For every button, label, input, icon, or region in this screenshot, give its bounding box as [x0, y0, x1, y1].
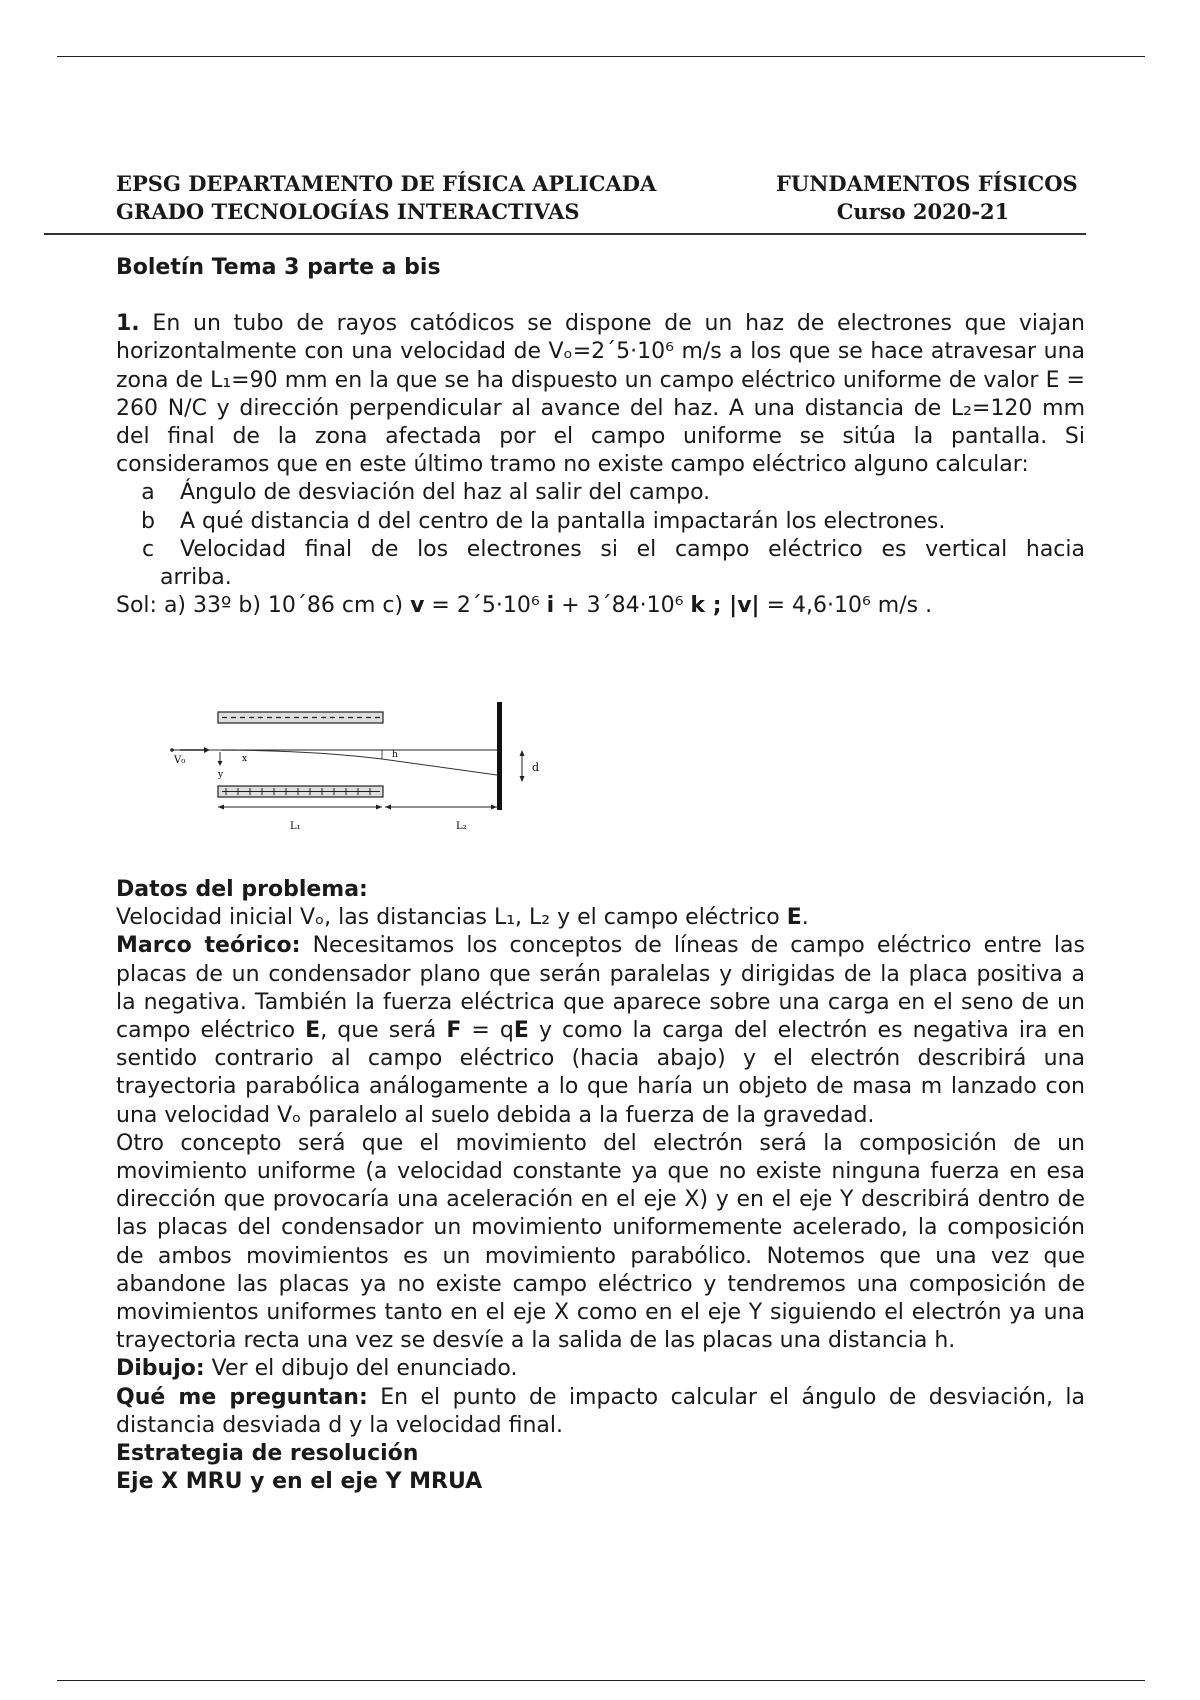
list-item-continuation: [116, 564, 1085, 592]
solution-k: k ; |v|: [690, 593, 760, 619]
explanation: [116, 876, 1085, 1496]
problem-number: 1.: [116, 311, 140, 337]
dibujo-text: Ver el dibujo del enunciado.: [204, 1356, 518, 1382]
marco-e1: E: [305, 1018, 321, 1044]
department-name: EPSG DEPARTAMENTO DE FÍSICA APLICADA: [116, 171, 657, 196]
crt-diagram: [160, 695, 560, 835]
header-rule: [44, 233, 1086, 235]
item-letter: a: [141, 480, 155, 506]
solution-eq2: + 3´84·10⁶: [554, 593, 691, 619]
solution-v: v: [410, 593, 425, 619]
page-title: Boletín Tema 3 parte a bis: [116, 255, 441, 280]
otro-paragraph: Otro concepto será que el movimiento del electrón será la composición de un movimiento uniforme (a velocidad constante ya que no existe ninguna fuerza en esa dirección que provocaría una aceleración en el eje X) y en el eje Y describirá dentro de las placas del condensador un movimiento uniformemente acelerado, la composición de ambos movimientos es un movimiento parabólico. Notemos que una vez que abandone las placas ya no existe campo eléctrico y tendremos una composición de movimientos uniformes tanto en el eje X como en el eje Y siguiendo el electrón ya una trayectoria recta una vez se desvíe a la salida de las placas una distancia h.: [116, 1130, 1085, 1354]
eje-label: Eje X MRU y en el eje Y MRUA: [116, 1469, 483, 1495]
item-text-continuation: arriba.: [160, 565, 232, 591]
x-label: x: [242, 754, 248, 764]
top-rule: [57, 56, 1145, 57]
datos-e: E: [786, 905, 802, 931]
solution-eq1: = 2´5·10⁶: [424, 593, 547, 619]
item-letter: b: [141, 508, 155, 534]
solution-i: i: [546, 593, 555, 619]
pregunta-label: Qué me preguntan:: [116, 1384, 368, 1410]
l1-label: L₁: [290, 821, 301, 832]
marco-f: F: [446, 1018, 462, 1044]
h-label: h: [392, 750, 398, 760]
estrategia-heading: [116, 1440, 1085, 1468]
course-year: Curso 2020-21: [836, 199, 1010, 224]
v0-label: V₀: [174, 755, 186, 766]
item-text: Ángulo de desviación del haz al salir del campo.: [180, 480, 711, 506]
document-body: [116, 254, 1085, 620]
solution-prefix: Sol: a) 33º b) 10´86 cm c): [116, 593, 411, 619]
dibujo-label: Dibujo:: [116, 1356, 205, 1382]
eje-heading: [116, 1468, 1085, 1496]
datos-text: [116, 904, 1085, 932]
y-label: y: [218, 770, 224, 780]
marco-text-c: = q: [461, 1018, 514, 1044]
estrategia-label: Estrategia de resolución: [116, 1441, 419, 1467]
list-item: [116, 508, 1085, 536]
datos-text-a: Velocidad inicial Vₒ, las distancias L₁, L₂ y el campo eléctrico: [116, 905, 787, 931]
datos-text-c: .: [801, 905, 809, 931]
pregunta-paragraph: [116, 1384, 1085, 1440]
list-item: [116, 479, 1085, 507]
l2-label: L₂: [456, 821, 467, 832]
marco-text-b: , que será: [320, 1018, 447, 1044]
bottom-rule: [57, 1680, 1145, 1681]
header-left: [116, 170, 656, 226]
list-item: [116, 536, 1085, 564]
solution: [116, 592, 1085, 620]
solution-eq3: = 4,6·10⁶ m/s .: [759, 593, 933, 619]
course-name: FUNDAMENTOS FÍSICOS: [776, 171, 1078, 196]
screen: [497, 702, 502, 810]
d-label: d: [532, 761, 540, 774]
item-letter: c: [141, 536, 155, 562]
marco-label: Marco teórico:: [116, 933, 301, 959]
pregunta-text: En el punto de impacto calcular el ángulo de desviación, la distancia desviada d y la velocidad final.: [116, 1384, 1085, 1438]
item-text: Velocidad final de los electrones si el campo eléctrico es vertical hacia: [180, 536, 1085, 562]
header-right: [776, 170, 1078, 226]
degree-name: GRADO TECNOLOGÍAS INTERACTIVAS: [116, 199, 580, 224]
datos-label: [116, 876, 1085, 904]
trajectory: [210, 750, 497, 775]
marco-paragraph: [116, 932, 1085, 1129]
item-text: A qué distancia d del centro de la pantalla impactarán los electrones.: [180, 508, 946, 534]
marco-e2: E: [513, 1018, 529, 1044]
marco-text-a: Necesitamos los conceptos de líneas de campo eléctrico entre las placas de un condensador plano que serán paralelas y dirigidas de la placa positiva a la negativa. También la fuerza eléctrica que aparece sobre una carga en el seno de un campo eléctrico: [116, 933, 1085, 1044]
problem-statement: [116, 310, 1085, 479]
datos-heading: Datos del problema:: [116, 877, 368, 902]
marco-text-d: y como la carga del electrón es negativa ira en sentido contrario al campo eléctrico (hacia abajo) y el electrón describirá una trayectoria parabólica análogamente a lo que haría un objeto de masa m lanzado con una velocidad Vₒ paralelo al suelo debida a la fuerza de la gravedad.: [116, 1018, 1085, 1128]
dibujo-paragraph: [116, 1355, 1085, 1383]
problem-text: En un tubo de rayos catódicos se dispone de un haz de electrones que viajan horizontalmente con una velocidad de Vₒ=2´5·10⁶ m/s a los que se hace atravesar una zona de L₁=90 mm en la que se ha dispuesto un campo eléctrico uniforme de valor E = 260 N/C y dirección perpendicular al avance del haz. A una distancia de L₂=120 mm del final de la zona afectada por el campo uniforme se sitúa la pantalla. Si consideramos que en este último tramo no existe campo eléctrico alguno calcular:: [116, 311, 1085, 478]
